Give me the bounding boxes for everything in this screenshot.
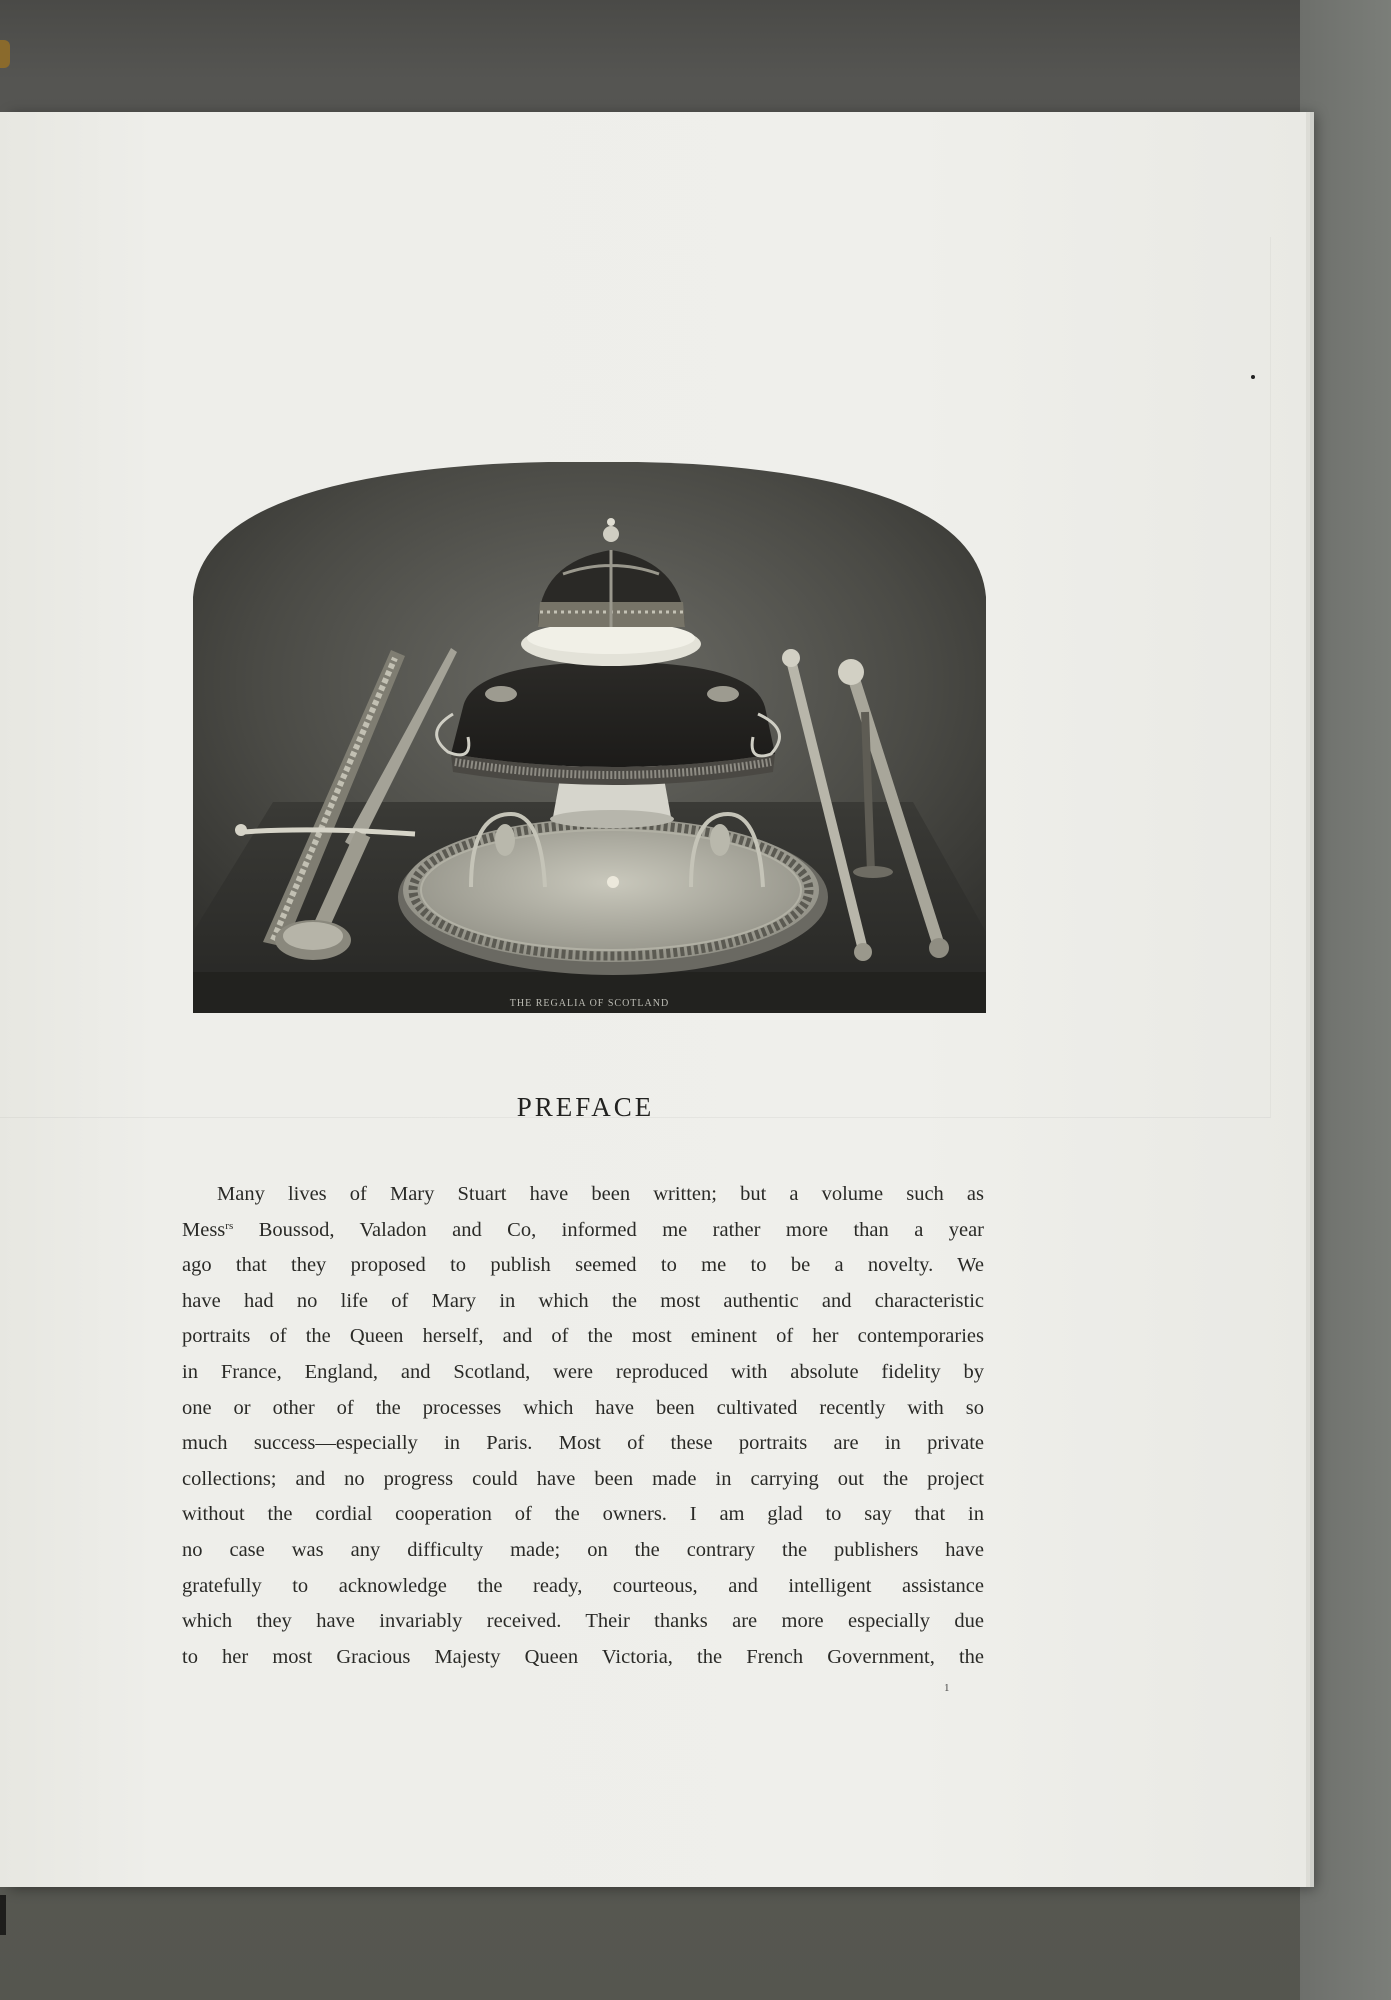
preface-paragraph [182, 1177, 984, 1675]
regalia-photograph [193, 462, 986, 1013]
paragraph-line: to her most Gracious Majesty Queen Victoria, the French Government, the [182, 1645, 984, 1668]
adjacent-page-tab [0, 40, 10, 68]
paragraph-line: have had no life of Mary in which the most authentic and characteristic [182, 1289, 984, 1312]
paragraph-line: in France, England, and Scotland, were reproduced with absolute fidelity by [182, 1360, 984, 1383]
plate-caption: THE REGALIA OF SCOTLAND [509, 998, 670, 1009]
paragraph-line: Mess$^{rs}$ Boussod, Valadon and Co, informed me rather more than a year [182, 1218, 984, 1241]
paragraph-line: which they have invariably received. Their thanks are more especially due [182, 1610, 984, 1633]
paragraph-line: portraits of the Queen herself, and of the most eminent of her contemporaries [182, 1325, 984, 1348]
backdrop [1300, 0, 1391, 2000]
book-page [0, 112, 1306, 1887]
paragraph-line: collections; and no progress could have been made in carrying out the project [182, 1467, 984, 1490]
messrs-abbrev: Mess$^{rs}$ [182, 1218, 234, 1241]
regalia-of-scotland-illustration [193, 462, 986, 1013]
paragraph-line: ago that they proposed to publish seemed to me to be a novelty. We [182, 1254, 984, 1277]
paragraph-line: no case was any difficulty made; on the contrary the publishers have [182, 1538, 984, 1561]
page-title: PREFACE [516, 1092, 655, 1122]
book-cover-edge [0, 1895, 6, 1935]
paragraph-line: without the cordial cooperation of the owners. I am glad to say that in [182, 1503, 984, 1526]
paragraph-line: Many lives of Mary Stuart have been written; but a volume such as [217, 1183, 984, 1205]
page-number: 1 [944, 1682, 950, 1694]
paragraph-line: one or other of the processes which have been cultivated recently with so [182, 1396, 984, 1419]
page-speck [1251, 375, 1255, 379]
paragraph-line: much success—especially in Paris. Most of these portraits are in private [182, 1432, 984, 1455]
paragraph-line: gratefully to acknowledge the ready, courteous, and intelligent assistance [182, 1574, 984, 1597]
